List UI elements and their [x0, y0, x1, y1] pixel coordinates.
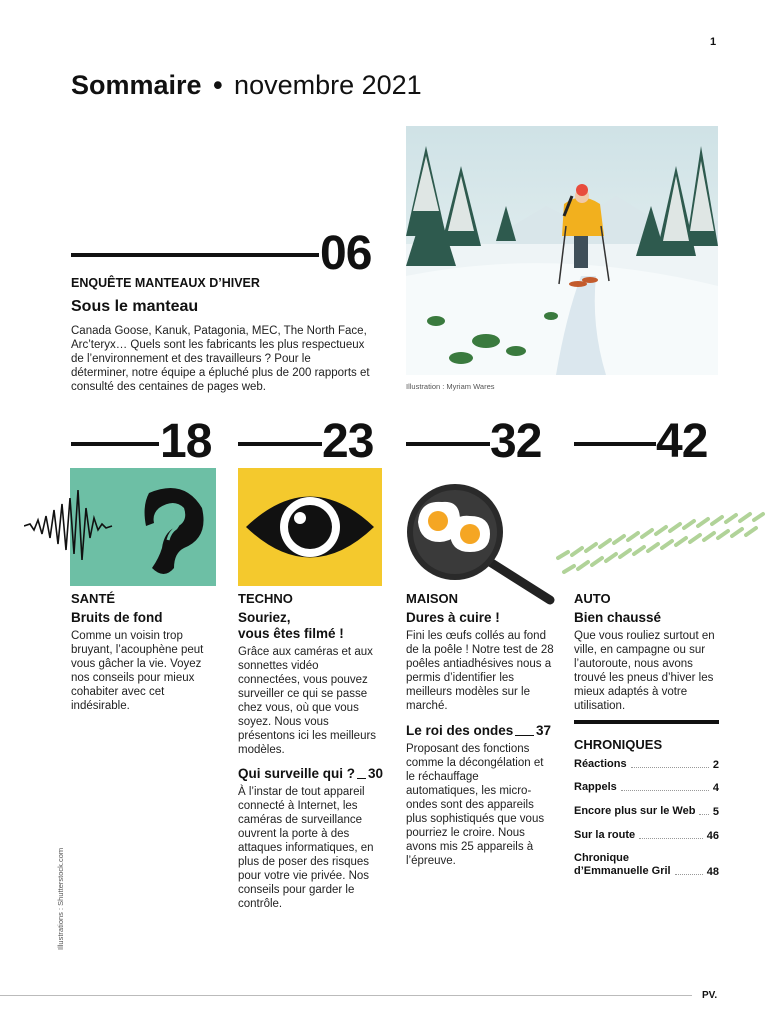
col4-number: 42	[656, 415, 708, 468]
chronique-page: 2	[712, 759, 719, 771]
page-title	[71, 70, 422, 101]
tire-tracks-illustration	[556, 500, 765, 580]
col2-section: TECHNO	[238, 591, 293, 606]
col3-headline[interactable]: Dures à cuire !	[406, 610, 500, 625]
col2-sub-headline-text: Qui surveille qui ?	[238, 766, 356, 781]
col3-sub-body: Proposant des fonctions comme la décongélation et le réchauffage automatiques, les micro-ondes sont des appareils plus sophistiqués que vous pourriez le croire. Nous avons mis 25 appareils à l’épreuve.	[406, 743, 545, 867]
page-number: 1	[710, 36, 717, 48]
col4-body: Que vous rouliez surtout en ville, en campagne ou sur l’autoroute, nous avons trouvé les pneus d’hiver les mieux adaptés à votre utilisation.	[574, 630, 715, 712]
chronique-label: Rappels	[574, 781, 617, 793]
col1-headline[interactable]: Bruits de fond	[71, 610, 163, 625]
chronique-item-web[interactable]	[574, 805, 719, 818]
chronique-page: 4	[712, 782, 719, 794]
chronique-page: 46	[706, 830, 719, 842]
chronique-page: 48	[706, 866, 719, 878]
chronique-label: Sur la route	[574, 829, 636, 841]
footer-rule	[0, 995, 692, 996]
chronique-page: 5	[712, 806, 719, 818]
chronique-label: Réactions	[574, 758, 627, 770]
col2-sub-body: À l’instar de tout appareil connecté à Internet, les caméras de surveillance ouvrent la porte à des attaques informatiques, en plus de poser des risques pour votre vie privée. Nos conseils pour garder le contrôle.	[238, 786, 374, 910]
col3-number: 32	[490, 415, 542, 468]
feature-body: Canada Goose, Kanuk, Patagonia, MEC, The North Face, Arc’teryx… Quels sont les fabricants les plus respectueux de l’environnement et des travailleurs ? Pour le déterminer, notre équipe a épluché plus de 200 rapports et consulté des centaines de pages web.	[71, 325, 370, 393]
col2-rule	[238, 442, 322, 446]
col4-section: AUTO	[574, 591, 611, 606]
chronique-item-rappels[interactable]	[574, 781, 719, 794]
eye-illustration	[238, 468, 382, 586]
col2-headline-line1: Souriez,	[238, 610, 291, 625]
leader-dots	[699, 814, 708, 815]
leader-dots	[621, 790, 709, 791]
feature-rule	[71, 253, 319, 257]
leader-dots	[631, 767, 709, 768]
col2-headline[interactable]	[238, 610, 344, 642]
chronique-item-reactions[interactable]	[574, 758, 719, 771]
chronique-item-gril[interactable]	[574, 852, 719, 878]
col4-rule	[574, 442, 656, 446]
col3-rule	[406, 442, 490, 446]
leader-line	[357, 778, 366, 779]
col3-sub-headline[interactable]	[406, 723, 551, 739]
col3-sub-page: 37	[535, 723, 551, 738]
col2-headline-line2: vous êtes filmé !	[238, 626, 344, 641]
leader-dots	[639, 838, 703, 839]
chronique-label-line1: Chronique	[574, 852, 629, 864]
chronique-label: Encore plus sur le Web	[574, 805, 696, 817]
col2-sub-headline[interactable]	[238, 766, 383, 782]
col3-body: Fini les œufs collés au fond de la poêle ! Notre test de 28 poêles antiadhésives nous a permis d’identifier les meilleurs modèles sur le marché.	[406, 630, 554, 712]
pan-illustration	[400, 482, 560, 607]
leader-dots	[675, 874, 703, 875]
chronique-label	[574, 852, 671, 878]
illustration-credit: Illustration : Myriam Wares	[406, 382, 495, 391]
chroniques-rule	[574, 720, 719, 724]
col2-body: Grâce aux caméras et aux sonnettes vidéo connectées, vous pouvez surveiller ce qui se passe chez vous, où que vous soyez. Nous vous présentons ici les meilleurs modèles.	[238, 646, 377, 756]
feature-section: ENQUÊTE MANTEAUX D’HIVER	[71, 276, 260, 290]
col1-rule	[71, 442, 159, 446]
winter-illustration	[406, 126, 718, 375]
col1-number: 18	[160, 415, 212, 468]
ear-illustration	[24, 468, 216, 586]
title-bold: Sommaire	[71, 70, 202, 100]
col3-section: MAISON	[406, 591, 458, 606]
col3-sub-headline-text: Le roi des ondes	[406, 723, 514, 738]
title-separator: •	[213, 70, 223, 100]
feature-headline[interactable]: Sous le manteau	[71, 298, 199, 315]
chronique-label-line2: d’Emmanuelle Gril	[574, 865, 671, 877]
chronique-item-sur-la-route[interactable]	[574, 829, 719, 842]
side-credit: Illustrations : Shutterstock.com	[56, 847, 65, 950]
col1-body: Comme un voisin trop bruyant, l’acouphène peut vous gâcher la vie. Voyez nos conseils pour mieux cohabiter avec cet indésirable.	[71, 630, 204, 712]
col4-headline[interactable]: Bien chaussé	[574, 610, 662, 625]
feature-number: 06	[320, 227, 372, 280]
col1-section: SANTÉ	[71, 591, 116, 606]
col2-number: 23	[322, 415, 374, 468]
leader-line	[515, 735, 534, 736]
chroniques-title: CHRONIQUES	[574, 737, 663, 752]
title-date: novembre 2021	[234, 70, 422, 100]
col2-sub-page: 30	[367, 766, 383, 781]
footer-logo: PV.	[702, 990, 718, 1001]
